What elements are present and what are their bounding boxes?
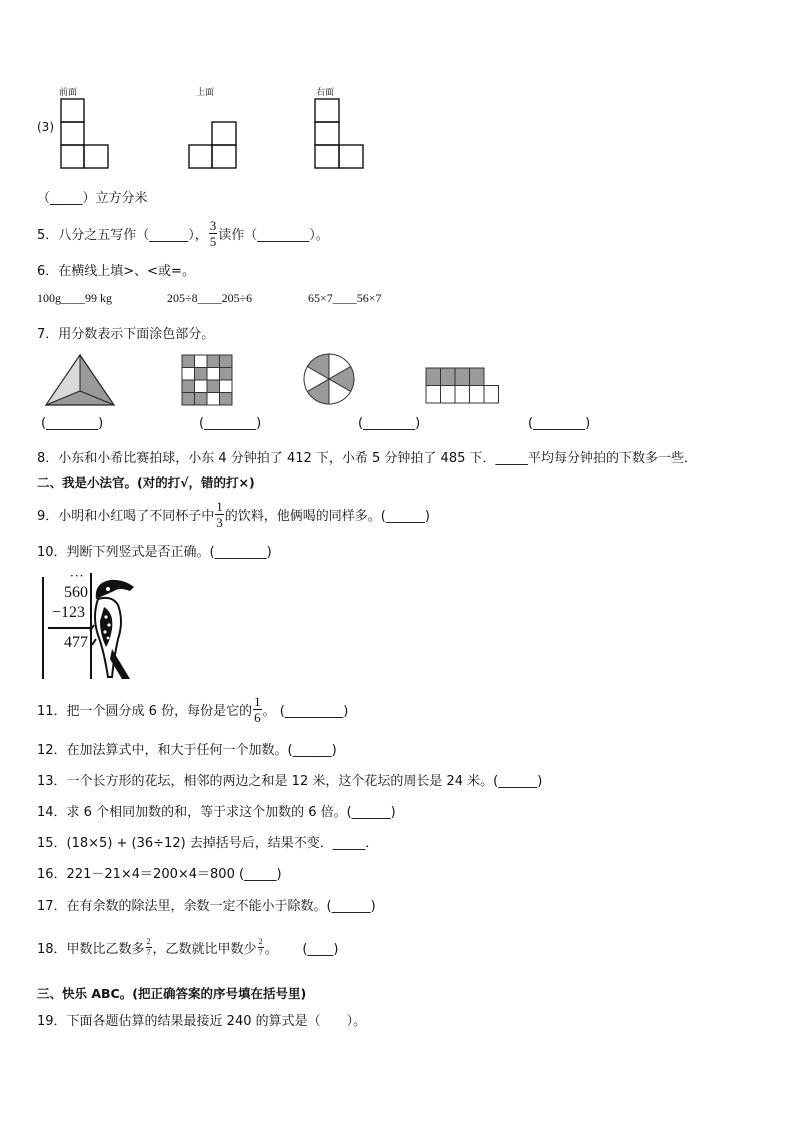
question-7: 7．用分数表示下面涂色部分。 <box>37 327 215 342</box>
question-9 <box>37 496 430 532</box>
fraction-1-3: $\frac{1}{3}$ <box>216 498 223 530</box>
question-18-prefix: 18．甲数比乙数多 <box>37 941 145 957</box>
question-14: 14．求 6 个相同加数的和，等于求这个加数的 6 倍。(______) <box>37 805 396 820</box>
q7-blank-1[interactable]: (________) <box>41 416 104 431</box>
question-3-number: (3) <box>37 120 54 134</box>
q7-blank-3[interactable]: (________) <box>358 416 421 431</box>
question-11-prefix: 11．把一个圆分成 6 份，每份是它的 <box>37 703 253 719</box>
compare-item-2: 205÷8____205÷6 <box>167 291 253 305</box>
question-12: 12．在加法算式中，和大于任何一个加数。(______) <box>37 743 337 758</box>
question-5-prefix: 5．八分之五写作（______）， <box>37 227 208 243</box>
fraction-3-5: $\frac{3}{5}$ <box>209 217 217 249</box>
right-view-label: 右面 <box>316 88 335 98</box>
carry-dots: ··· <box>70 569 85 583</box>
q7-blank-2[interactable]: (________) <box>199 416 262 431</box>
shaded-bar-figure <box>425 367 500 405</box>
section-3-title: 三、快乐 ABC。(把正确答案的序号填在括号里) <box>37 986 307 1001</box>
shaded-grid-figure <box>181 354 233 406</box>
question-19: 19．下面各题估算的结果最接近 240 的算式是（ ）。 <box>37 1014 367 1029</box>
shaded-triangle-figure <box>44 353 116 407</box>
question-8: 8．小东和小希比赛拍球，小东 4 分钟拍了 412 下，小希 5 分钟拍了 485 下．_____平均每分钟拍的下数多一些． <box>37 451 697 466</box>
question-6: 6．在横线上填>、<或=。 <box>37 264 195 279</box>
section-2-title: 二、我是小法官。(对的打√，错的打×) <box>37 475 255 490</box>
question-15: 15．(18×5) + (36÷12) 去掉括号后，结果不变．_____． <box>37 836 379 851</box>
question-9-suffix: 的饮料，他俩喝的同样多。(______) <box>224 508 430 524</box>
question-11 <box>37 691 348 727</box>
question-5-suffix: 读作（________）。 <box>218 227 329 243</box>
fraction-2-7-a: $\frac{2}{7}$ <box>146 936 151 957</box>
question-16: 16．221－21×4＝200×4＝800 (_____) <box>37 867 282 882</box>
question-18-middle: ，乙数就比甲数少 <box>152 941 257 957</box>
question-5 <box>37 218 329 248</box>
shaded-circle-figure <box>303 353 355 405</box>
difference: 477 <box>64 634 88 651</box>
question-3-answer-line: （_____）立方分米 <box>37 191 148 206</box>
question-18-suffix: 。 (____) <box>264 941 339 957</box>
subtrahend: −123 <box>52 604 86 621</box>
question-11-suffix: 。 (_________) <box>262 703 349 719</box>
question-18 <box>37 932 339 962</box>
compare-item-1: 100g____99 kg <box>37 291 112 305</box>
question-17: 17．在有余数的除法里，余数一定不能小于除数。(______) <box>37 899 376 914</box>
fraction-1-6: $\frac{1}{6}$ <box>254 693 261 725</box>
top-view-figure <box>188 121 238 170</box>
q7-blank-4[interactable]: (________) <box>528 416 591 431</box>
question-9-prefix: 9．小明和小红喝了不同杯子中 <box>37 508 215 524</box>
woodpecker-icon <box>90 577 138 681</box>
question-13: 13．一个长方形的花坛，相邻的两边之和是 12 米，这个花坛的周长是 24 米。(______) <box>37 774 543 789</box>
top-view-label: 上面 <box>196 88 215 98</box>
question-10: 10．判断下列竖式是否正确。(________) <box>37 545 272 560</box>
fraction-2-7-b: $\frac{2}{7}$ <box>258 936 263 957</box>
front-view-label: 前面 <box>59 88 78 98</box>
right-view-figure <box>314 98 366 170</box>
minuend: 560 <box>64 584 88 601</box>
compare-item-3: 65×7____56×7 <box>308 291 382 305</box>
front-view-figure <box>60 98 110 170</box>
